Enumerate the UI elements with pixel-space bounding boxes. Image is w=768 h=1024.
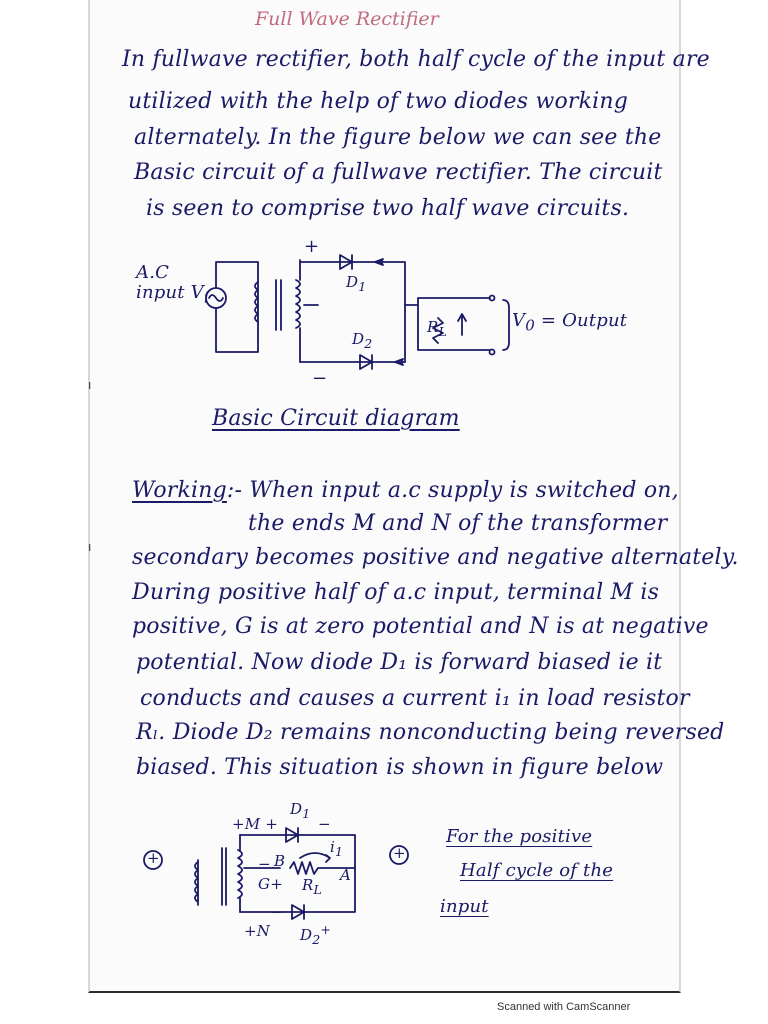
working-line-8: Rₗ. Diode D₂ remains nonconducting being reversed xyxy=(136,720,725,745)
working-line-3: secondary becomes positive and negative alternately. xyxy=(132,545,739,570)
intro-line-1: In fullwave rectifier, both half cycle of the input are xyxy=(122,47,710,72)
margin-mark: ı xyxy=(88,378,92,392)
working-line-5: positive, G is at zero potential and N is at negative xyxy=(132,614,709,639)
d2-label: $D_2$ xyxy=(352,330,373,351)
working-line-6: potential. Now diode D₁ is forward biased ie it xyxy=(136,650,663,675)
rl-label: $R_L$ xyxy=(427,318,448,339)
minus-label: − xyxy=(312,368,328,389)
current-i1-arrow xyxy=(300,853,330,862)
primary-coil-2 xyxy=(195,860,198,905)
a-label: A xyxy=(340,866,352,884)
ac-label: A.C xyxy=(136,262,170,283)
intro-line-3: alternately. In the figure below we can see the xyxy=(134,125,662,150)
minus-b-label: − xyxy=(258,855,271,873)
plus-circle-right-sign: + xyxy=(393,844,406,862)
output-label: $V_0$ = Output xyxy=(512,310,628,335)
working-line-4: During positive half of a.c input, terminal M is xyxy=(132,580,660,605)
working-line-2: the ends M and N of the transformer xyxy=(248,511,668,536)
note-line-3: input xyxy=(440,896,489,917)
input-label: input $V_i$ xyxy=(136,282,209,307)
d1-label-2: $D_1$ xyxy=(290,800,311,821)
i1-label: $i_1$ xyxy=(330,838,344,859)
secondary-coil-2 xyxy=(238,850,242,898)
scanner-footer: Scanned with CamScanner xyxy=(497,1001,631,1013)
margin-mark: ı xyxy=(88,540,92,554)
rl-label-2: $R_L$ xyxy=(302,876,323,897)
circuit-caption: Basic Circuit diagram xyxy=(212,406,460,431)
working-heading: Working xyxy=(132,478,227,503)
transformer-core-2 xyxy=(222,848,226,905)
plus-m-label: +M + xyxy=(232,815,279,833)
working-line-1: When input a.c supply is switched on, xyxy=(249,478,679,503)
working-line-9: biased. This situation is shown in figure below xyxy=(136,755,664,780)
d1-label: $D_1$ xyxy=(346,273,367,294)
intro-line-4: Basic circuit of a fullwave rectifier. The circuit xyxy=(134,160,663,185)
plus-label: + xyxy=(304,236,320,257)
d2-label-2: $D_2^+$ xyxy=(300,922,332,947)
working-line-7: conducts and causes a current i₁ in load resistor xyxy=(140,686,690,711)
plus-n-label: +N xyxy=(244,922,271,940)
note-line-1: For the positive xyxy=(446,826,593,847)
note-line-2: Half cycle of the xyxy=(460,860,614,881)
minus-n-label: − xyxy=(270,903,283,921)
minus-top-label: − xyxy=(318,815,331,833)
g-label: G+ xyxy=(258,875,283,893)
working-sep: :- xyxy=(226,478,243,503)
page-title: Full Wave Rectifier xyxy=(255,8,439,30)
plus-circle-left-sign: + xyxy=(147,849,160,867)
intro-line-5: is seen to comprise two half wave circuits. xyxy=(146,196,630,221)
intro-line-2: utilized with the help of two diodes working xyxy=(128,89,629,114)
b-label: B xyxy=(274,852,286,870)
